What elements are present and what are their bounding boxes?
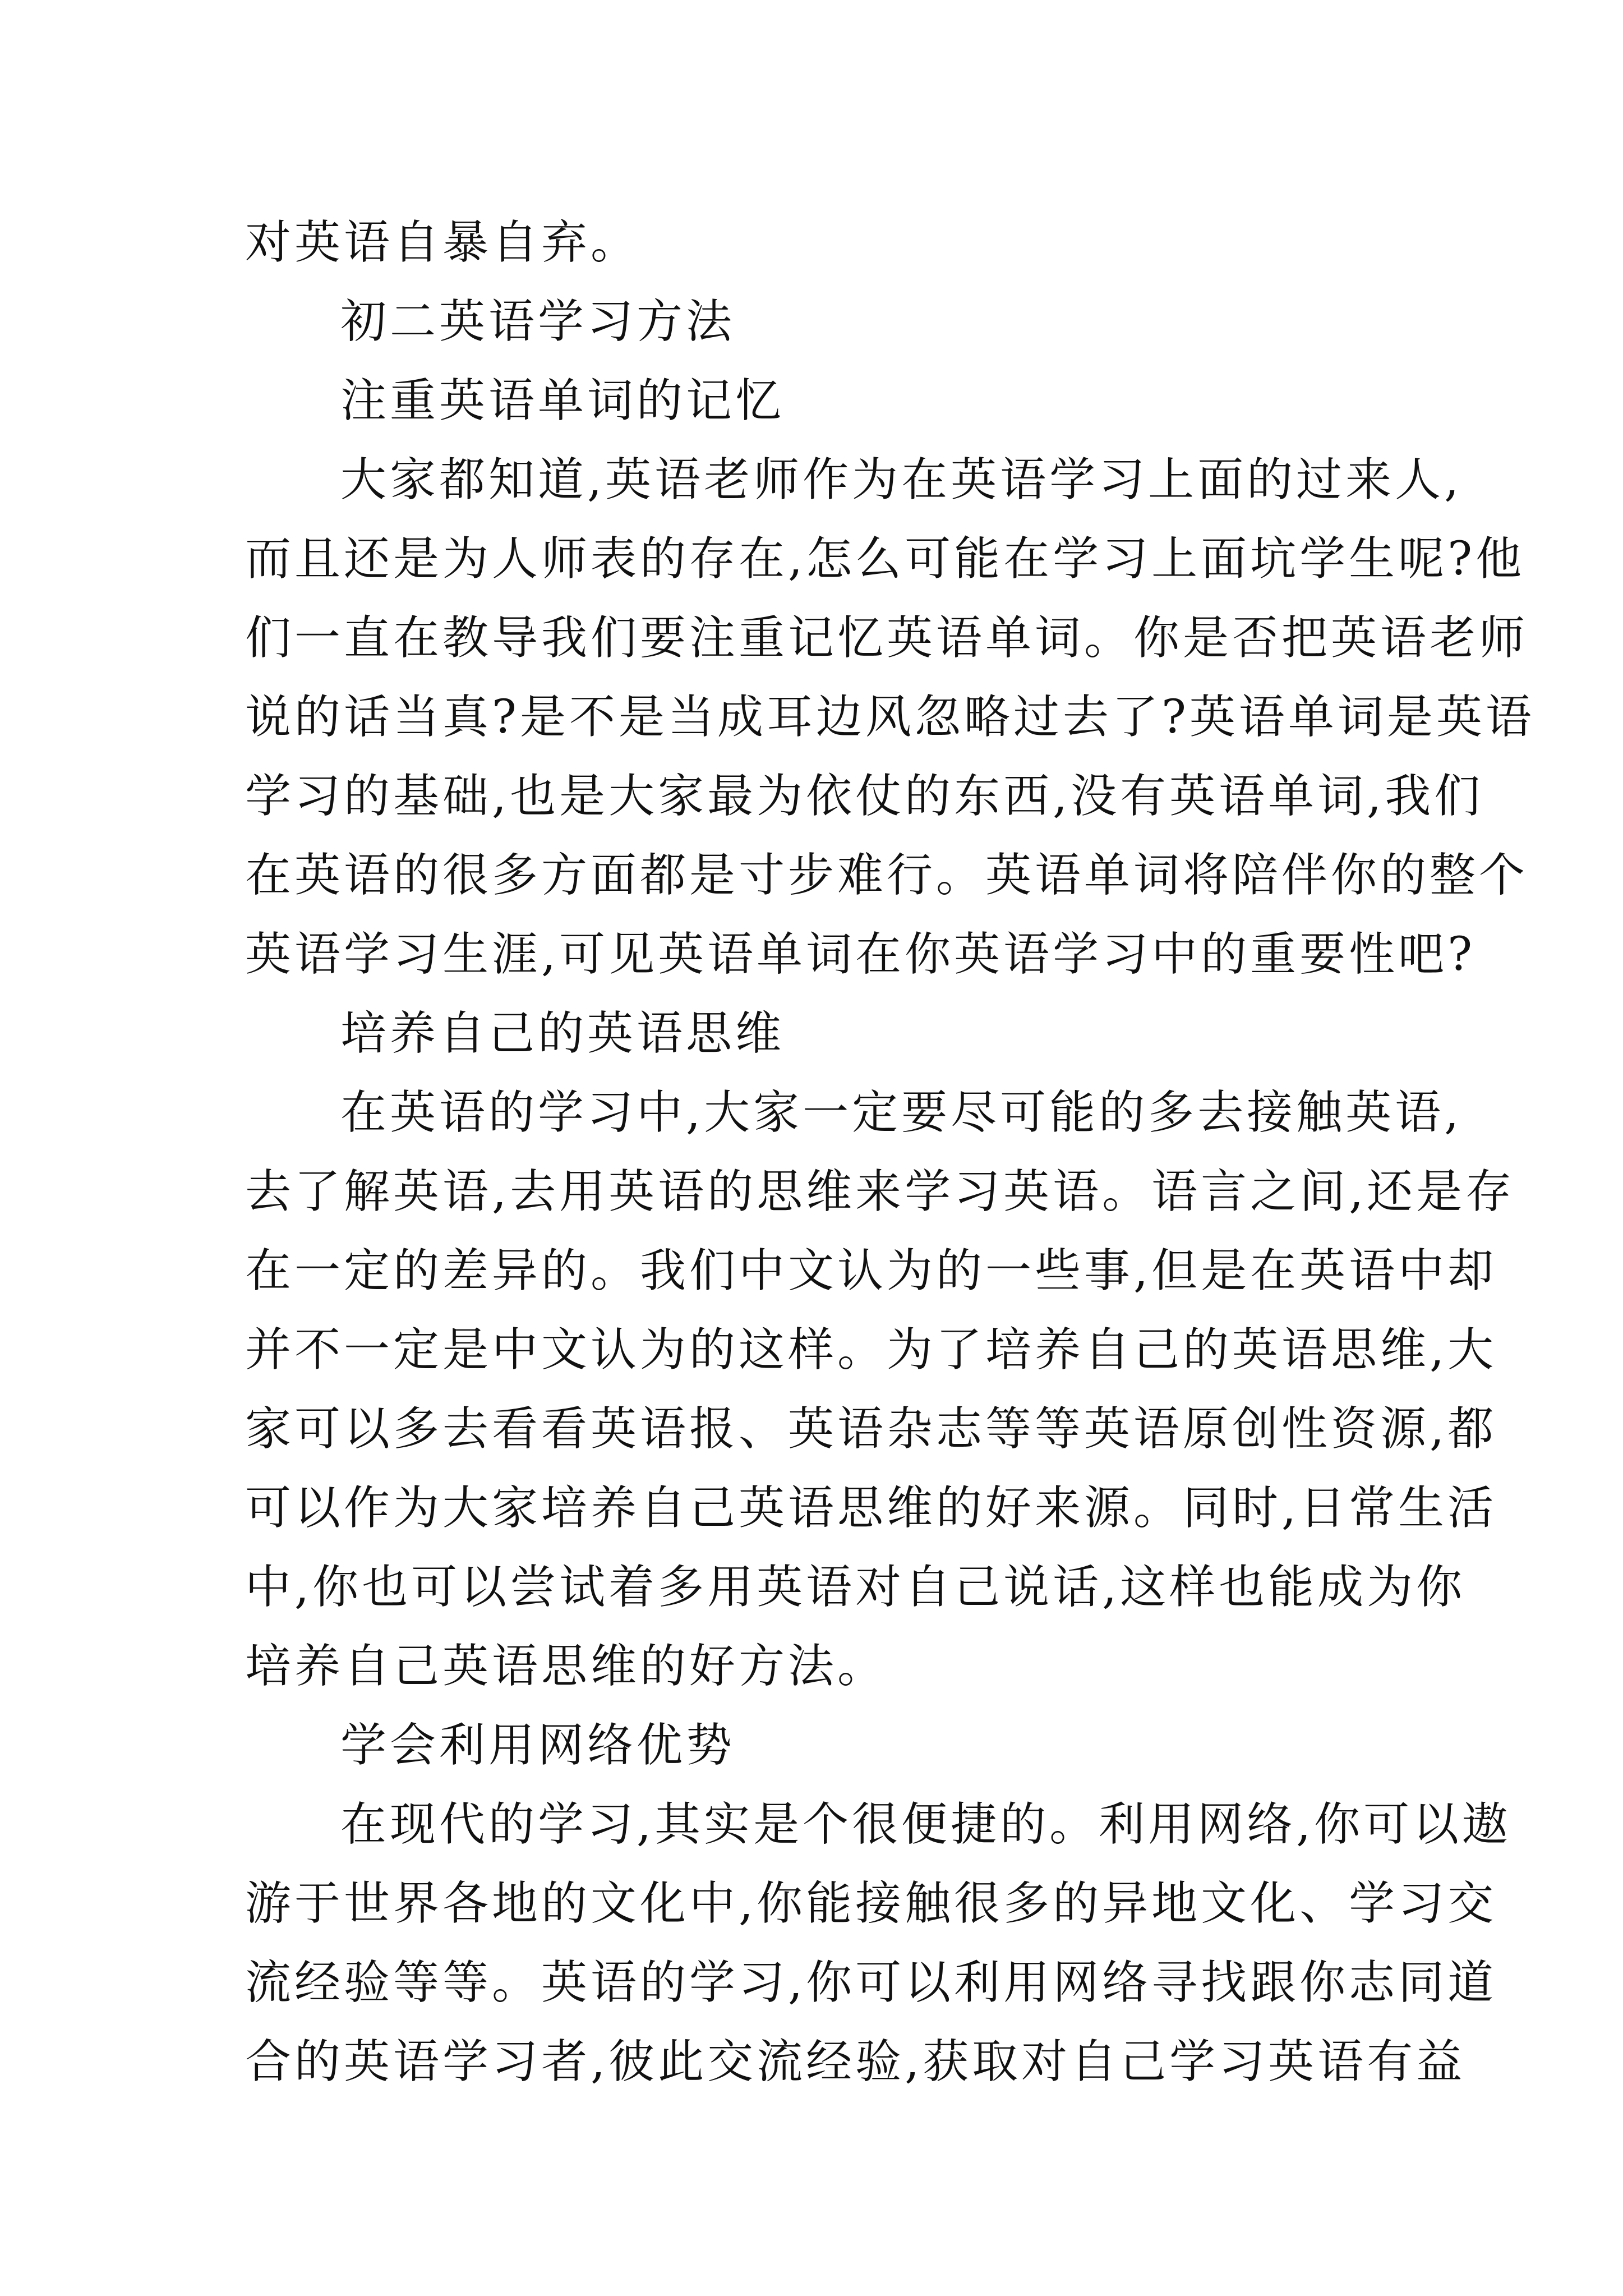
paragraph-line: 对英语自暴自弃。 [245,216,640,269]
paragraph-line: 中,你也可以尝试着多用英语对自己说话,这样也能成为你 [245,1561,1466,1614]
paragraph-line: 游于世界各地的文化中,你能接触很多的异地文化、学习交 [245,1877,1497,1930]
section-heading: 学会利用网络优势 [340,1719,736,1772]
paragraph-line: 合的英语学习者,彼此交流经验,获取对自己学习英语有益 [245,2035,1466,2088]
paragraph-line: 大家都知道,英语老师作为在英语学习上面的过来人, [340,453,1463,507]
paragraph-line: 而且还是为人师表的存在,怎么可能在学习上面坑学生呢?他 [245,532,1525,586]
paragraph-line: 家可以多去看看英语报、英语杂志等等英语原创性资源,都 [245,1402,1497,1456]
paragraph-line: 并不一定是中文认为的这样。为了培养自己的英语思维,大 [245,1323,1497,1377]
section-heading: 初二英语学习方法 [340,295,736,348]
paragraph-line: 说的话当真?是不是当成耳边风忽略过去了?英语单词是英语 [245,691,1535,744]
paragraph-line: 在英语的很多方面都是寸步难行。英语单词将陪伴你的整个 [245,849,1529,902]
section-heading: 注重英语单词的记忆 [340,374,785,427]
paragraph-line: 在英语的学习中,大家一定要尽可能的多去接触英语, [340,1086,1463,1139]
paragraph-line: 在一定的差异的。我们中文认为的一些事,但是在英语中却 [245,1244,1497,1297]
paragraph-line: 流经验等等。英语的学习,你可以利用网络寻找跟你志同道 [245,1956,1497,2009]
paragraph-line: 们一直在教导我们要注重记忆英语单词。你是否把英语老师 [245,611,1529,665]
paragraph-line: 培养自己英语思维的好方法。 [245,1640,887,1693]
paragraph-line: 去了解英语,去用英语的思维来学习英语。语言之间,还是存 [245,1165,1515,1218]
paragraph-line: 英语学习生涯,可见英语单词在你英语学习中的重要性吧? [245,928,1476,981]
paragraph-line: 在现代的学习,其实是个很便捷的。利用网络,你可以遨 [340,1798,1512,1851]
section-heading: 培养自己的英语思维 [340,1007,785,1060]
document-body [245,203,1535,2101]
paragraph-line: 可以作为大家培养自己英语思维的好来源。同时,日常生活 [245,1481,1497,1535]
paragraph-line: 学习的基础,也是大家最为依仗的东西,没有英语单词,我们 [245,770,1484,823]
